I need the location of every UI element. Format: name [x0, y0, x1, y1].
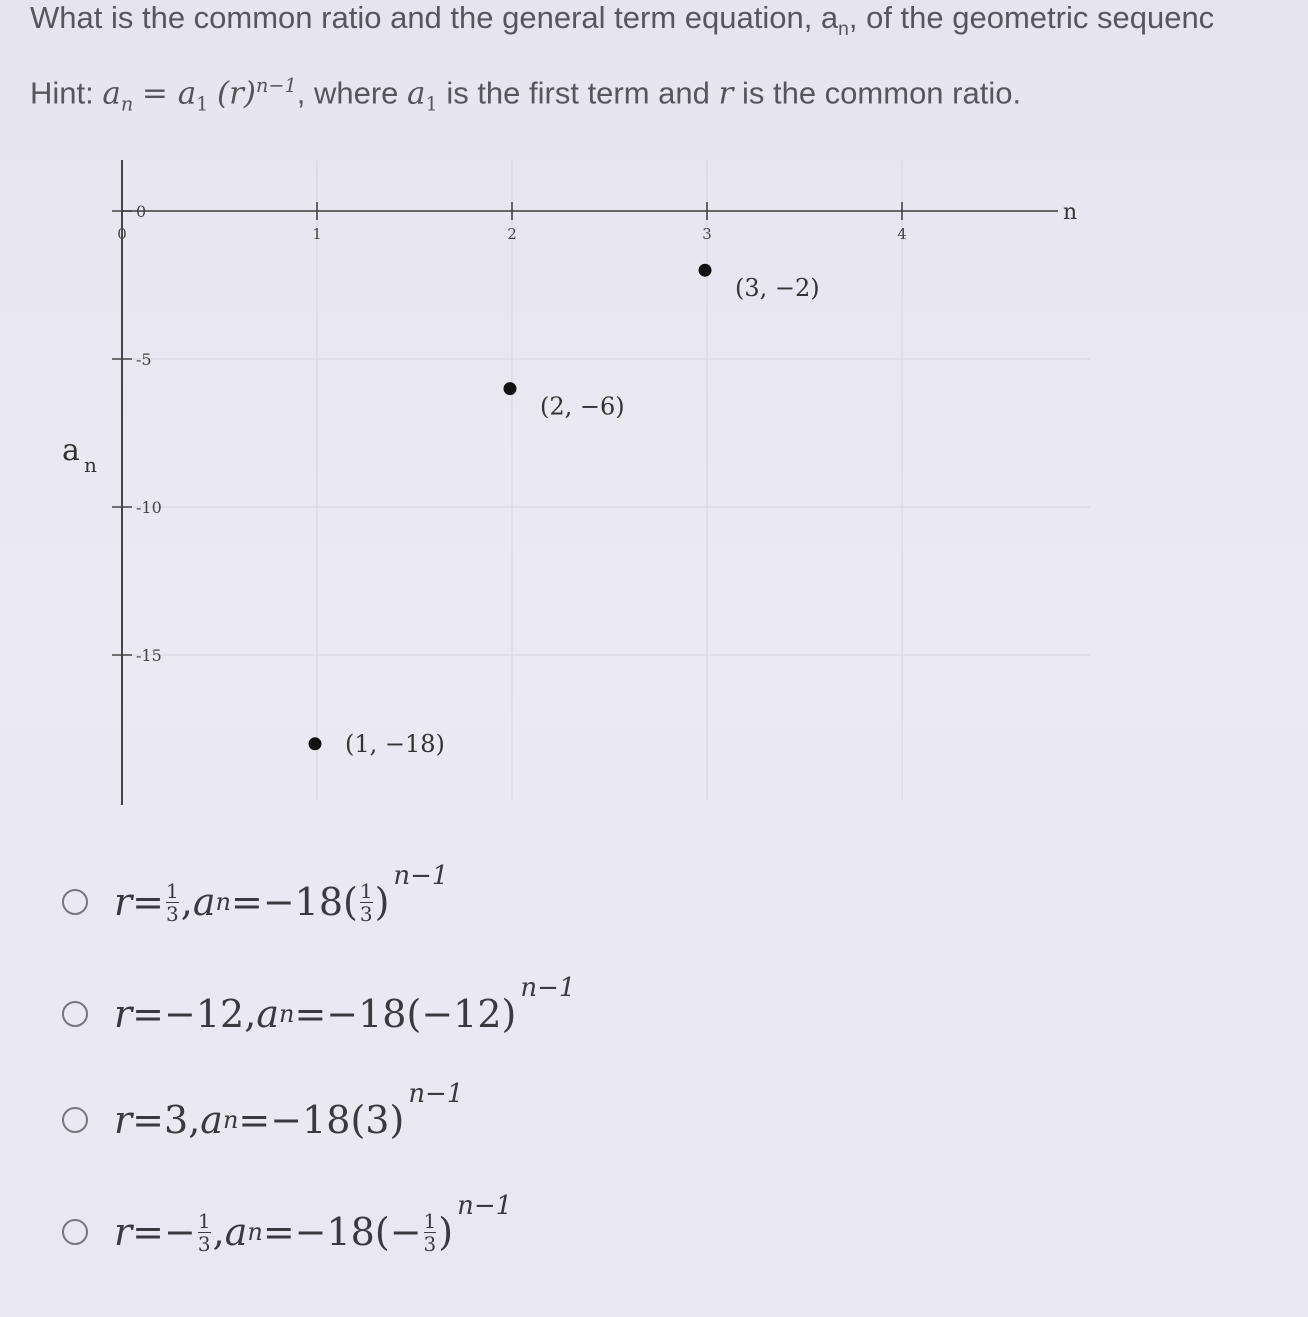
option-r-neg-twelve[interactable] — [62, 973, 576, 1036]
x-tick-label: 1 — [312, 225, 322, 243]
data-point — [309, 737, 322, 750]
option-formula: r = 3 , a n = −18 ( 3 ) n−1 — [114, 1079, 464, 1142]
option-formula: r = −12 , a n = −18 ( −12 ) n−1 — [114, 973, 576, 1036]
hint-text: Hint: $a_n = a_1$ $(r)^{n-1}$, where $a_1$ is the first term and r is the common ratio. — [30, 74, 1022, 116]
option-r-three[interactable] — [62, 1079, 464, 1142]
radio-button[interactable] — [62, 1001, 88, 1027]
data-point — [699, 264, 712, 277]
option-formula: r = $\frac{1}{3}$ , a n = −18 ( $\frac{1}{3}$ ) n−1 — [114, 861, 449, 926]
data-point-label: (3, −2) — [735, 274, 820, 303]
radio-button[interactable] — [62, 1219, 88, 1245]
x-tick-label: 3 — [702, 225, 712, 243]
y-tick-label: -15 — [136, 646, 162, 665]
radio-button[interactable] — [62, 1107, 88, 1133]
x-tick-label: 2 — [507, 225, 517, 243]
y-tick-label: -10 — [136, 498, 162, 517]
option-r-neg-one-third[interactable] — [62, 1191, 513, 1256]
y-tick-label: -5 — [136, 350, 152, 369]
y-axis-label-sub: n — [84, 453, 97, 477]
question-text: What is the common ratio and the general term equation, $a_n$, of the geometric sequenc — [30, 0, 1215, 41]
data-point-label: (2, −6) — [540, 392, 625, 421]
data-point — [504, 382, 517, 395]
x-tick-label: 4 — [897, 225, 907, 243]
x-axis-label: n — [1063, 200, 1078, 225]
y-tick-label: 0 — [136, 202, 147, 221]
option-r-one-third[interactable] — [62, 861, 449, 926]
x-tick-label: 0 — [117, 225, 127, 243]
y-axis-label: a — [62, 433, 80, 468]
option-formula: r = − $\frac{1}{3}$ , a n = −18 ( − $\frac{1}{3}$ ) n−1 — [114, 1191, 513, 1256]
radio-button[interactable] — [62, 889, 88, 915]
data-point-label: (1, −18) — [345, 729, 445, 758]
